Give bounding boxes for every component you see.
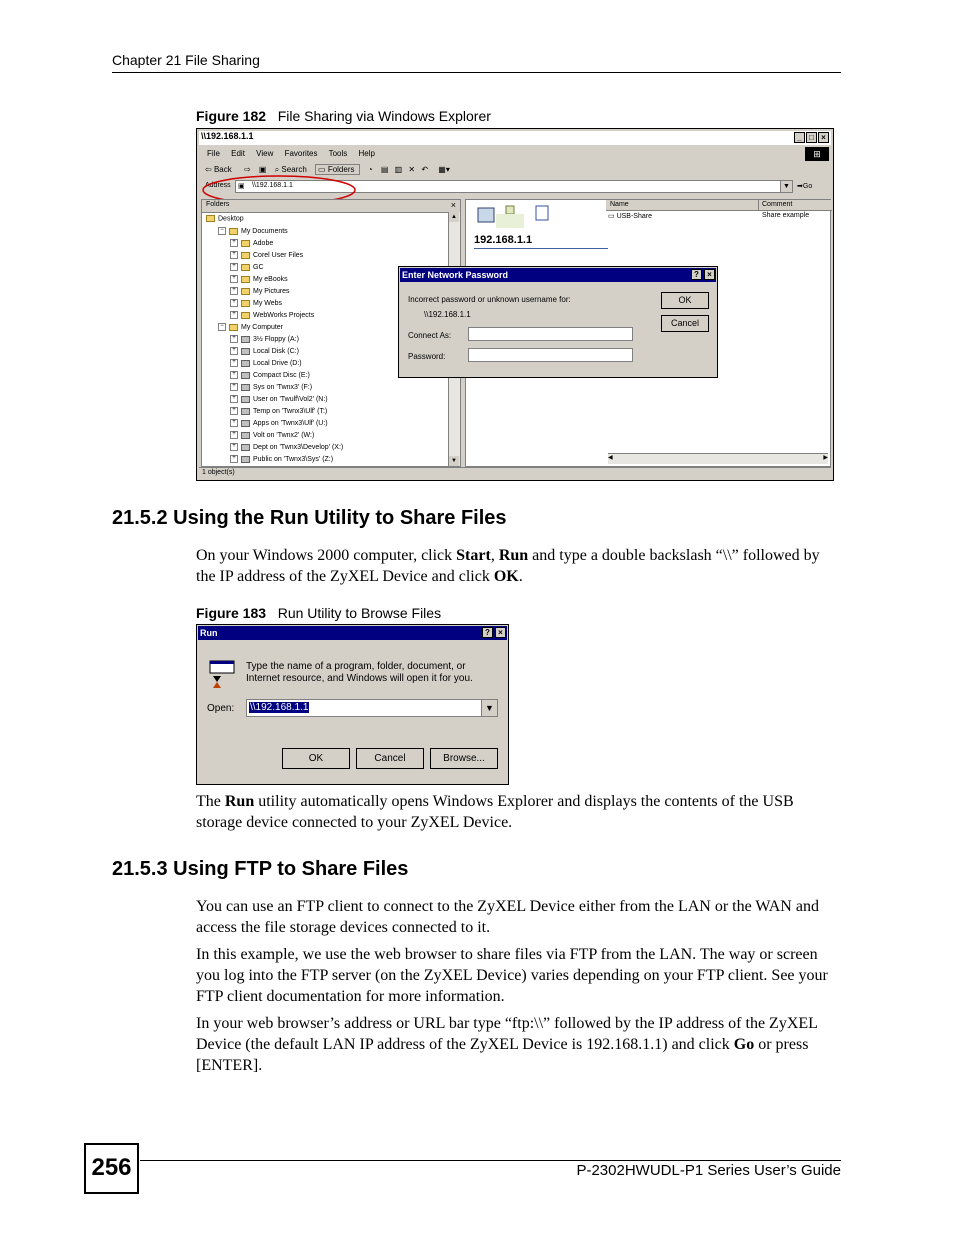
views-icon[interactable]: ▦▾: [438, 165, 450, 174]
address-value: \\192.168.1.1: [252, 182, 293, 189]
section-2152-heading: 21.5.2 Using the Run Utility to Share Files: [112, 507, 507, 529]
run-message: Type the name of a program, folder, document, or Internet resource, and Windows will open it for you.: [246, 661, 473, 684]
figure-183-label: Figure 183: [196, 605, 267, 621]
folder-icon: [241, 276, 250, 283]
column-comment[interactable]: Comment: [762, 201, 793, 208]
figure-183-caption: [196, 605, 441, 621]
run-para-post: utility automatically opens Windows Explorer and displays the contents of the USB storage device connected to your ZyXEL Device.: [196, 793, 794, 831]
password-dialog-host: \\192.168.1.1: [424, 310, 471, 319]
tree-item[interactable]: [230, 335, 299, 343]
password-dialog-close-button[interactable]: ×: [704, 269, 715, 280]
drive-icon: [241, 408, 250, 415]
tree-item[interactable]: [206, 215, 244, 222]
tree-item-label: Local Disk (C:): [253, 347, 299, 355]
scroll-right-icon[interactable]: ▶: [823, 455, 828, 461]
close-button[interactable]: ×: [818, 132, 829, 143]
footer-rule: [140, 1160, 841, 1161]
drive-icon: [241, 372, 250, 379]
tree-item-label: My Computer: [241, 323, 284, 331]
tree-item-label: 3½ Floppy (A:): [253, 335, 299, 343]
drive-icon: [241, 384, 250, 391]
tree-item-label: Apps on 'Twnx3\Ulf' (U:): [253, 419, 328, 427]
tree-item-label: Compact Disc (E:): [253, 371, 310, 379]
tree-item-label: Temp on 'Twnx3\Ulf' (T:): [253, 407, 328, 415]
scroll-up-icon[interactable]: ▲: [449, 212, 459, 222]
expand-toggle-icon[interactable]: +: [230, 443, 238, 451]
run-ok-button[interactable]: OK: [282, 748, 350, 769]
run-cancel-button[interactable]: Cancel: [356, 748, 424, 769]
password-label: Password:: [408, 352, 446, 361]
search-icon: ⌕: [274, 165, 280, 174]
ftp-paragraph-1: You can use an FTP client to connect to the ZyXEL Device either from the LAN or the WAN and access the file storage devices connected to it.: [196, 898, 819, 936]
host-label: 192.168.1.1: [474, 234, 533, 246]
password-dialog-title-bar: [400, 268, 716, 282]
expand-toggle-icon[interactable]: +: [230, 407, 238, 415]
run-dialog: [196, 624, 509, 785]
windows-logo-icon: ⊞: [805, 147, 829, 161]
tree-item[interactable]: [230, 311, 314, 319]
expand-toggle-icon[interactable]: +: [230, 239, 238, 247]
tree-item[interactable]: [230, 395, 328, 403]
drive-icon: [241, 456, 250, 463]
folders-pane-header: [202, 200, 460, 213]
forward-icon[interactable]: ⇨: [243, 165, 251, 174]
expand-toggle-icon[interactable]: +: [230, 275, 238, 283]
expand-toggle-icon[interactable]: +: [230, 419, 238, 427]
up-folder-icon[interactable]: ▣: [258, 165, 267, 174]
ftp-p3-post: or press [ENTER].: [196, 1036, 809, 1074]
drive-icon: [241, 444, 250, 451]
tree-item[interactable]: [230, 251, 303, 259]
shared-folder-icon: ▭: [608, 213, 615, 220]
history-icon[interactable]: ◔: [367, 165, 373, 174]
password-ok-button[interactable]: OK: [661, 292, 709, 309]
go-label: Go: [802, 183, 813, 190]
tree-item[interactable]: [230, 455, 333, 463]
run-browse-button[interactable]: Browse...: [430, 748, 498, 769]
address-dropdown-icon[interactable]: ▼: [780, 181, 792, 192]
run-paragraph: [196, 791, 841, 833]
expand-toggle-icon[interactable]: +: [230, 395, 238, 403]
open-dropdown-icon[interactable]: ▼: [481, 700, 497, 716]
expand-toggle-icon[interactable]: +: [230, 251, 238, 259]
password-dialog-message: Incorrect password or unknown username for:: [408, 295, 571, 304]
folder-icon: [241, 240, 250, 247]
folders-pane-label: Folders: [206, 201, 230, 208]
computer-icon: ▣: [238, 183, 245, 190]
section-2153-heading: 21.5.3 Using FTP to Share Files: [112, 858, 409, 880]
column-name[interactable]: Name: [610, 201, 629, 208]
page-number: 256: [84, 1143, 139, 1194]
run-para-term: Run: [224, 793, 255, 810]
expand-toggle-icon[interactable]: +: [230, 311, 238, 319]
file-row[interactable]: [608, 212, 652, 220]
tree-item-label: Public on 'Twnx3\Sys' (Z:): [253, 455, 334, 463]
expand-toggle-icon[interactable]: +: [230, 335, 238, 343]
tree-item[interactable]: [230, 407, 327, 415]
expand-toggle-icon[interactable]: +: [230, 359, 238, 367]
tree-item[interactable]: [230, 431, 314, 439]
folder-icon: [241, 252, 250, 259]
column-divider: [758, 200, 759, 210]
drive-icon: [241, 360, 250, 367]
maximize-button[interactable]: □: [806, 132, 817, 143]
copy-to-icon[interactable]: ▥: [394, 165, 403, 174]
drive-icon: [241, 396, 250, 403]
tree-item-label: My Webs: [253, 299, 283, 307]
content-hscrollbar[interactable]: [608, 453, 828, 464]
file-list-header: [606, 200, 832, 211]
tree-item[interactable]: [230, 371, 310, 379]
expand-toggle-icon[interactable]: −: [218, 227, 226, 235]
expand-toggle-icon[interactable]: +: [230, 287, 238, 295]
header-rule: [112, 72, 841, 73]
help-button[interactable]: ?: [691, 269, 702, 280]
open-label: Open:: [207, 703, 235, 714]
para-pre: On your Windows 2000 computer, click: [196, 547, 457, 564]
delete-icon[interactable]: ✕: [408, 165, 416, 174]
open-value: \\192.168.1.1: [250, 702, 309, 713]
expand-toggle-icon[interactable]: +: [230, 299, 238, 307]
folder-icon: [241, 312, 250, 319]
tree-item[interactable]: [230, 263, 264, 271]
tree-item-label: My eBooks: [253, 275, 288, 283]
drive-icon: [241, 336, 250, 343]
address-label: Address: [205, 182, 231, 189]
explorer-window: [196, 128, 834, 481]
network-folder-icon: [476, 204, 550, 232]
figure-182-label: Figure 182: [196, 108, 267, 124]
menu-favorites[interactable]: Favorites: [284, 149, 318, 158]
tree-item-label: Desktop: [218, 215, 244, 223]
drive-icon: [241, 348, 250, 355]
tree-item[interactable]: [230, 275, 288, 283]
connect-as-input[interactable]: [468, 327, 633, 341]
expand-toggle-icon[interactable]: +: [230, 347, 238, 355]
run-icon: [209, 660, 235, 690]
tree-item-label: Adobe: [253, 239, 274, 247]
tree-item[interactable]: [230, 299, 282, 307]
tree-item-label: Sys on 'Twnx3' (F:): [253, 383, 313, 391]
expand-toggle-icon[interactable]: −: [218, 323, 226, 331]
tree-item-label: User on 'Twulf\Vol2' (N:): [253, 395, 328, 403]
password-dialog: [398, 266, 718, 378]
start-term: Start: [456, 547, 491, 564]
tree-item-label: Volt on 'Twnx2' (W:): [253, 431, 315, 439]
tree-item[interactable]: [230, 383, 312, 391]
comma-sep: ,: [490, 547, 499, 564]
tree-item[interactable]: [230, 359, 302, 367]
guide-title: P-2302HWUDL-P1 Series User’s Guide: [576, 1162, 841, 1179]
back-icon: ⇦: [205, 165, 212, 174]
search-button[interactable]: Search: [281, 165, 307, 174]
run-term: Run: [498, 547, 529, 564]
folder-icon: [241, 288, 250, 295]
tree-item[interactable]: [230, 287, 290, 295]
run-para-pre: The: [196, 793, 225, 810]
menu-tools[interactable]: Tools: [328, 149, 348, 158]
folders-pane-close-icon[interactable]: ×: [450, 200, 456, 210]
folder-icon: [206, 215, 215, 222]
drive-icon: [241, 420, 250, 427]
figure-182-title: File Sharing via Windows Explorer: [277, 108, 491, 124]
open-input[interactable]: [246, 699, 498, 717]
tree-item-label: Local Drive (D:): [253, 359, 302, 367]
ok-term: OK: [493, 568, 519, 585]
folder-icon: [229, 324, 238, 331]
menu-help[interactable]: Help: [358, 149, 375, 158]
connect-as-label: Connect As:: [408, 331, 452, 340]
password-dialog-title: Enter Network Password: [402, 270, 509, 280]
run-dialog-title-bar: [198, 626, 507, 640]
para-end: .: [518, 568, 523, 585]
figure-183-title: Run Utility to Browse Files: [277, 605, 442, 621]
tree-item-label: Corel User Files: [253, 251, 304, 259]
expand-toggle-icon[interactable]: +: [230, 371, 238, 379]
drive-icon: [241, 432, 250, 439]
figure-182-caption: [196, 108, 491, 124]
tree-item-label: GC: [253, 263, 264, 271]
host-underline: [474, 248, 608, 249]
undo-icon[interactable]: ↶: [421, 165, 429, 174]
back-button[interactable]: Back: [213, 165, 232, 174]
scroll-down-icon[interactable]: ▼: [449, 456, 459, 466]
minimize-button[interactable]: _: [794, 132, 805, 143]
folder-icon: [229, 228, 238, 235]
status-bar: [199, 467, 831, 479]
scroll-left-icon[interactable]: ◀: [608, 455, 613, 461]
go-term: Go: [733, 1036, 755, 1053]
ftp-paragraph-2: In this example, we use the web browser to share files via FTP from the LAN. The way or screen you log into the FTP server (on the ZyXEL Device) varies depending on your FTP client. See your FTP client documentation for more information.: [196, 946, 828, 1005]
tree-item[interactable]: [230, 443, 343, 451]
folder-icon: [241, 300, 250, 307]
tree-item[interactable]: [230, 239, 273, 247]
file-comment: Share example: [762, 212, 810, 219]
tree-item[interactable]: [218, 227, 288, 235]
password-input[interactable]: [468, 348, 633, 362]
folders-button-label: Folders: [327, 165, 355, 174]
menu-file[interactable]: File: [207, 149, 220, 158]
file-name: USB-Share: [616, 213, 652, 220]
chapter-header: Chapter 21 File Sharing: [112, 52, 260, 68]
expand-toggle-icon[interactable]: +: [230, 263, 238, 271]
ftp-paragraph-3: [196, 1013, 841, 1076]
tree-item[interactable]: [218, 323, 283, 331]
explorer-title: \\192.168.1.1: [201, 131, 254, 141]
status-text: 1 object(s): [202, 469, 235, 476]
tree-item-label: Dept on 'Twnx3\Develop' (X:): [253, 443, 344, 451]
menu-view[interactable]: View: [256, 149, 274, 158]
tree-item-label: My Pictures: [253, 287, 290, 295]
run-dialog-title: Run: [200, 628, 218, 638]
expand-toggle-icon[interactable]: +: [230, 431, 238, 439]
folder-icon: [241, 264, 250, 271]
expand-toggle-icon[interactable]: +: [230, 383, 238, 391]
ftp-p3-pre: In your web browser’s address or URL bar type “ftp:\\” followed by the IP address of the ZyXEL Device (the default LAN IP address of the ZyXEL Device is 192.168.1.1) and click: [196, 1015, 818, 1053]
tree-item[interactable]: [230, 419, 328, 427]
run-close-button[interactable]: ×: [495, 627, 506, 638]
run-help-button[interactable]: ?: [482, 627, 493, 638]
folder-icon: ▭: [318, 165, 326, 174]
section-2152-paragraph: [196, 545, 841, 587]
password-cancel-button[interactable]: Cancel: [661, 315, 709, 332]
move-to-icon[interactable]: ▤: [380, 165, 389, 174]
menu-edit[interactable]: Edit: [231, 149, 245, 158]
tree-item-label: My Documents: [241, 227, 288, 235]
para-mid: and type a double backslash “\\” followed by the IP address of the ZyXEL Device and click: [196, 547, 820, 585]
tree-item[interactable]: [230, 347, 299, 355]
go-arrow-icon: ➡: [797, 183, 803, 190]
expand-toggle-icon[interactable]: +: [230, 455, 238, 463]
tree-item-label: WebWorks Projects: [253, 311, 315, 319]
